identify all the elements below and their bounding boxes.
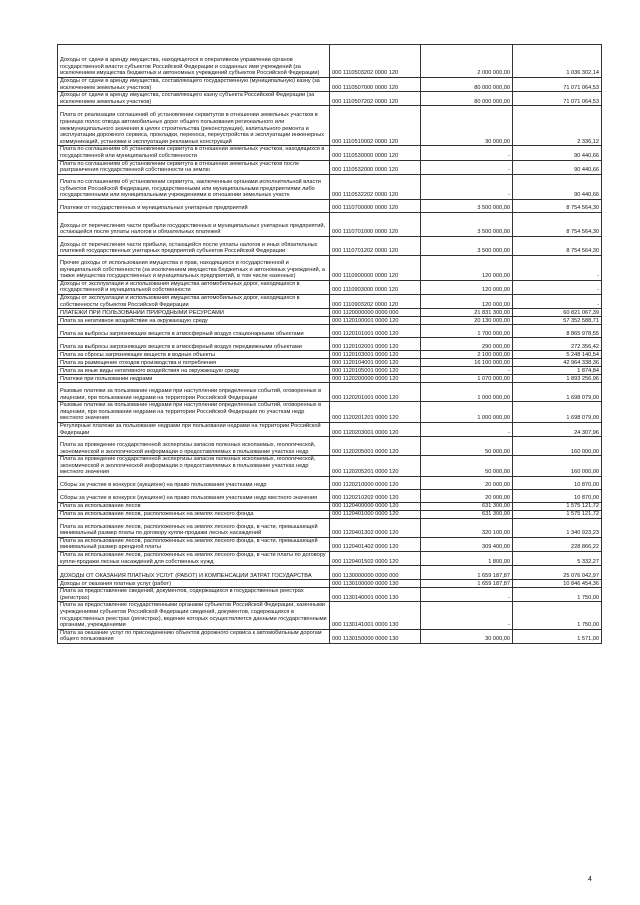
row-name: Регулярные платежи за пользование недрами при пользовании недрами на территории Российской Федерации xyxy=(58,422,330,436)
row-code: 000 1130150000 0000 130 xyxy=(330,629,421,643)
row-plan-amount: 2 100 000,00 xyxy=(421,351,513,359)
table-row xyxy=(58,106,602,146)
row-name: Плата от реализации соглашений об установлении сервитутов в отношении земельных участков в границах полос отвода автомобильных дорог общего пользования регионального или межмуниципального значения в целях строительства (реконструкции), капитального ремонта и эксплуатации дорожного сервиса, прокладки, переноса, переустройства и эксплуатации инженерных коммуникаций, установки и эксплуатации рекламных конструкций xyxy=(58,106,330,146)
table-row xyxy=(58,518,602,537)
table-row xyxy=(58,325,602,338)
row-fact-amount: 5 248 140,54 xyxy=(513,351,602,359)
row-name: Плата за использование лесов, расположенных на землях лесного фонда, в части, превышающей минимальный размер арендной платы xyxy=(58,537,330,551)
row-plan-amount: 3 500 000,00 xyxy=(421,236,513,255)
row-code: 000 1120210000 0000 120 xyxy=(330,476,421,489)
row-code: 000 1120401402 0000 120 xyxy=(330,537,421,551)
row-fact-amount: 1 874,84 xyxy=(513,367,602,375)
row-code: 000 1130000000 0000 000 xyxy=(330,566,421,580)
table-row xyxy=(58,437,602,456)
table-row xyxy=(58,502,602,510)
table-row xyxy=(58,255,602,280)
row-plan-amount: 631 300,00 xyxy=(421,502,513,510)
row-fact-amount: 228 866,22 xyxy=(513,537,602,551)
table-row xyxy=(58,236,602,255)
table-row xyxy=(58,45,602,78)
row-fact-amount: 1 750,00 xyxy=(513,588,602,602)
row-code: 000 1120105001 0000 120 xyxy=(330,367,421,375)
row-name: Платежи от государственных и муниципальных унитарных предприятий xyxy=(58,199,330,212)
row-plan-amount: 120 000,00 xyxy=(421,255,513,280)
row-code: 000 1110532000 0000 120 xyxy=(330,160,421,174)
row-plan-amount: 1 700 000,00 xyxy=(421,325,513,338)
row-name: Плата за негативное воздействие на окружающую среду xyxy=(58,317,330,325)
table-row xyxy=(58,78,602,92)
row-name: Разовые платежи за пользование недрами при наступлении определенных событий, оговоренных в лицензии, при пользовании недрами на территории Российской Федерации по участкам недр местного значения xyxy=(58,402,330,423)
row-name: Плата за предоставление государственными органами субъектов Российской Федерации, казенными учреждениями субъектов Российской Федерации сведений, документов, содержащихся в государственных реестрах (регистрах), ведение которых осуществляется данными государственными органами, учреждениями xyxy=(58,602,330,629)
row-name: Плата за сбросы загрязняющих веществ в водные объекты xyxy=(58,351,330,359)
row-name: Прочие доходы от использования имущества и прав, находящихся в государственной и муниципальной собственности (за исключением имущества бюджетных и автономных учреждений, а также имущества государственных и муниципальных предприятий, в том числе казенных) xyxy=(58,255,330,280)
revenue-table xyxy=(57,44,602,644)
row-name: Плата за проведение государственной экспертизы запасов полезных ископаемых, геологической, экономической и экологической информации о предоставляемых в пользование участках недр xyxy=(58,437,330,456)
row-code: 000 1120210202 0000 120 xyxy=(330,489,421,502)
table-row xyxy=(58,566,602,580)
row-name: Плата за предоставление сведений, документов, содержащихся в государственных реестрах (регистрах) xyxy=(58,588,330,602)
row-fact-amount: 90 440,66 xyxy=(513,174,602,199)
row-code: 000 1130100000 0000 130 xyxy=(330,580,421,588)
row-plan-amount: 309 400,00 xyxy=(421,537,513,551)
row-name: ДОХОДЫ ОТ ОКАЗАНИЯ ПЛАТНЫХ УСЛУГ (РАБОТ) И КОМПЕНСАЦИИ ЗАТРАТ ГОСУДАРСТВА xyxy=(58,566,330,580)
row-fact-amount: - xyxy=(513,255,602,280)
row-fact-amount: 1 575 121,72 xyxy=(513,510,602,518)
table-row xyxy=(58,309,602,317)
row-name: Доходы от сдачи в аренду имущества, составляющего казну субъекта Российской Федерации (за исключением земельных участков) xyxy=(58,92,330,106)
row-fact-amount: 10 870,00 xyxy=(513,476,602,489)
row-code: 000 1120101001 0000 120 xyxy=(330,325,421,338)
row-name: Плата за проведение государственной экспертизы запасов полезных ископаемых, геологической, экономической и экологической информации о предоставляемых в пользование участках недр местного значения xyxy=(58,456,330,477)
row-code: 000 1120200000 0000 120 xyxy=(330,375,421,383)
row-name: Разовые платежи за пользование недрами при наступлении определенных событий, оговоренных в лицензии, при пользовании недрами на территории Российской Федерации xyxy=(58,383,330,402)
row-code: 000 1120104001 0000 120 xyxy=(330,359,421,367)
row-fact-amount: 90 440,66 xyxy=(513,160,602,174)
row-code: 000 1110701202 0000 120 xyxy=(330,236,421,255)
table-row xyxy=(58,602,602,629)
table-row xyxy=(58,402,602,423)
table-row xyxy=(58,280,602,294)
row-fact-amount: 1 698 079,00 xyxy=(513,383,602,402)
row-name: Доходы от перечисления части прибыли государственных и муниципальных унитарных предприятий, остающейся после уплаты налогов и обязательных платежей xyxy=(58,212,330,236)
row-fact-amount: 10 846 454,36 xyxy=(513,580,602,588)
table-row xyxy=(58,629,602,643)
row-code: 000 1120103001 0000 120 xyxy=(330,351,421,359)
row-code: 000 1110903202 0000 120 xyxy=(330,294,421,308)
row-code: 000 1110700000 0000 120 xyxy=(330,199,421,212)
table-row xyxy=(58,476,602,489)
row-code: 000 1120205001 0000 120 xyxy=(330,437,421,456)
row-plan-amount: - xyxy=(421,146,513,160)
row-plan-amount: 1 000 000,00 xyxy=(421,402,513,423)
row-fact-amount: 1 340 923,23 xyxy=(513,518,602,537)
row-fact-amount: - xyxy=(513,280,602,294)
row-fact-amount: 2 336,12 xyxy=(513,106,602,146)
row-name: Доходы от сдачи в аренду имущества, составляющего государственную (муниципальную) казну (за исключением земельных участков) xyxy=(58,78,330,92)
row-name: Платежи при пользовании недрами xyxy=(58,375,330,383)
table-row xyxy=(58,588,602,602)
row-name: Доходы от сдачи в аренду имущества, находящегося в оперативном управлении органов государственной власти субъектов Российской Федерации и созданных ими учреждений (за исключением имущества бюджетных и автономных учреждений субъектов Российской Федерации) xyxy=(58,45,330,78)
row-name: Плата за использование лесов, расположенных на землях лесного фонда, в части платы по договору купли-продажи лесных насаждений для собственных нужд xyxy=(58,552,330,566)
row-name: Сборы за участие в конкурсе (аукционе) на право пользования участками недр местного значения xyxy=(58,489,330,502)
row-name: Доходы от перечисления части прибыли, остающейся после уплаты налогов и иных обязательных платежей государственных унитарных предприятий субъектов Российской Федерации xyxy=(58,236,330,255)
table-row xyxy=(58,174,602,199)
row-plan-amount: 20 130 000,00 xyxy=(421,317,513,325)
row-fact-amount: 8 754 564,30 xyxy=(513,199,602,212)
row-code: 000 1110507000 0000 120 xyxy=(330,78,421,92)
row-plan-amount: - xyxy=(421,160,513,174)
table-row xyxy=(58,537,602,551)
table-row xyxy=(58,160,602,174)
row-code: 000 1110701000 0000 120 xyxy=(330,212,421,236)
row-fact-amount: 1 750,00 xyxy=(513,602,602,629)
row-name: Плата за использование лесов xyxy=(58,502,330,510)
row-plan-amount: 2 000 000,00 xyxy=(421,45,513,78)
table-row xyxy=(58,375,602,383)
row-plan-amount: 120 000,00 xyxy=(421,280,513,294)
row-code: 000 1130141001 0000 130 xyxy=(330,602,421,629)
row-plan-amount: - xyxy=(421,174,513,199)
table-row xyxy=(58,580,602,588)
row-fact-amount: 1 893 256,96 xyxy=(513,375,602,383)
row-plan-amount: 3 500 000,00 xyxy=(421,212,513,236)
row-fact-amount: 90 440,66 xyxy=(513,146,602,160)
row-code: 000 1130140001 0000 130 xyxy=(330,588,421,602)
row-name: Плата за оказание услуг по присоединению объектов дорожного сервиса к автомобильным дорогам общего пользования xyxy=(58,629,330,643)
table-row xyxy=(58,199,602,212)
row-plan-amount: 80 000 000,00 xyxy=(421,78,513,92)
row-plan-amount: 30 000,00 xyxy=(421,106,513,146)
row-plan-amount: 16 100 000,00 xyxy=(421,359,513,367)
row-code: 000 1120401502 0000 120 xyxy=(330,552,421,566)
row-fact-amount: 272 356,42 xyxy=(513,338,602,351)
row-plan-amount: 320 100,00 xyxy=(421,518,513,537)
row-code: 000 1110510002 0000 120 xyxy=(330,106,421,146)
row-name: Доходы от эксплуатации и использования имущества автомобильных дорог, находящихся в государственной и муниципальной собственности xyxy=(58,280,330,294)
row-fact-amount: 57 352 588,71 xyxy=(513,317,602,325)
row-code: 000 1120102001 0000 120 xyxy=(330,338,421,351)
row-plan-amount: 50 000,00 xyxy=(421,456,513,477)
row-fact-amount: 8 865 978,55 xyxy=(513,325,602,338)
row-fact-amount: 160 000,00 xyxy=(513,456,602,477)
row-fact-amount: 42 964 338,36 xyxy=(513,359,602,367)
row-code: 000 1110503202 0000 120 xyxy=(330,45,421,78)
table-row xyxy=(58,456,602,477)
table-row xyxy=(58,294,602,308)
table-row xyxy=(58,212,602,236)
row-code: 000 1120201001 0000 120 xyxy=(330,383,421,402)
row-code: 000 1120401000 0000 120 xyxy=(330,510,421,518)
row-name: Плата по соглашениям об установлении сервитута в отношении земельных участков после разграничения государственной собственности на землю xyxy=(58,160,330,174)
row-plan-amount: 21 831 300,00 xyxy=(421,309,513,317)
table-row xyxy=(58,422,602,436)
row-name: Доходы от эксплуатации и использования имущества автомобильных дорог, находящихся в собственности субъектов Российской Федерации xyxy=(58,294,330,308)
row-name: Плата за выбросы загрязняющих веществ в атмосферный воздух стационарными объектами xyxy=(58,325,330,338)
row-fact-amount: 1 571,00 xyxy=(513,629,602,643)
row-fact-amount: 8 754 564,30 xyxy=(513,212,602,236)
row-fact-amount: 1 036 302,14 xyxy=(513,45,602,78)
row-name: Плата за использование лесов, расположенных на землях лесного фонда xyxy=(58,510,330,518)
table-row xyxy=(58,510,602,518)
row-fact-amount: 1 575 121,72 xyxy=(513,502,602,510)
row-plan-amount: 1 800,00 xyxy=(421,552,513,566)
row-code: 000 1110530000 0000 120 xyxy=(330,146,421,160)
row-fact-amount: 10 870,00 xyxy=(513,489,602,502)
table-row xyxy=(58,367,602,375)
table-row xyxy=(58,317,602,325)
row-plan-amount: 1 659 187,87 xyxy=(421,580,513,588)
row-name: ПЛАТЕЖИ ПРИ ПОЛЬЗОВАНИИ ПРИРОДНЫМИ РЕСУРСАМИ xyxy=(58,309,330,317)
row-code: 000 1120400000 0000 120 xyxy=(330,502,421,510)
revenue-table-body xyxy=(58,45,602,644)
table-row xyxy=(58,383,602,402)
row-fact-amount: 8 754 564,30 xyxy=(513,236,602,255)
row-fact-amount: 25 076 042,97 xyxy=(513,566,602,580)
row-code: 000 1110507202 0000 120 xyxy=(330,92,421,106)
row-code: 000 1120000000 0000 000 xyxy=(330,309,421,317)
row-plan-amount: - xyxy=(421,422,513,436)
row-plan-amount: 290 000,00 xyxy=(421,338,513,351)
row-name: Плата по соглашениям об установлении сервитута в отношении земельных участков, находящихся в государственной или муниципальной собственности xyxy=(58,146,330,160)
page-number: 4 xyxy=(588,876,592,883)
row-plan-amount: 1 659 187,87 xyxy=(421,566,513,580)
row-fact-amount: 5 332,27 xyxy=(513,552,602,566)
row-plan-amount: 1 070 000,00 xyxy=(421,375,513,383)
row-plan-amount: 20 000,00 xyxy=(421,476,513,489)
row-fact-amount: 71 071 064,53 xyxy=(513,92,602,106)
row-plan-amount: - xyxy=(421,367,513,375)
row-plan-amount: 120 000,00 xyxy=(421,294,513,308)
row-plan-amount: 631 300,00 xyxy=(421,510,513,518)
row-fact-amount: - xyxy=(513,294,602,308)
row-plan-amount: 30 000,00 xyxy=(421,629,513,643)
row-name: Плата за выбросы загрязняющих веществ в атмосферный воздух передвижными объектами xyxy=(58,338,330,351)
row-name: Плата за иные виды негативного воздействия на окружающую среду xyxy=(58,367,330,375)
row-plan-amount: 1 000 000,00 xyxy=(421,383,513,402)
row-code: 000 1110532202 0000 120 xyxy=(330,174,421,199)
row-fact-amount: 60 821 067,39 xyxy=(513,309,602,317)
table-row xyxy=(58,338,602,351)
row-fact-amount: 160 000,00 xyxy=(513,437,602,456)
row-fact-amount: 71 071 064,53 xyxy=(513,78,602,92)
row-name: Сборы за участие в конкурсе (аукционе) на право пользования участками недр xyxy=(58,476,330,489)
row-plan-amount: - xyxy=(421,588,513,602)
row-plan-amount: 3 500 000,00 xyxy=(421,199,513,212)
row-code: 000 1110900000 0000 120 xyxy=(330,255,421,280)
row-fact-amount: 1 698 079,00 xyxy=(513,402,602,423)
row-name: Плата за размещение отходов производства и потребления xyxy=(58,359,330,367)
table-row xyxy=(58,92,602,106)
table-row xyxy=(58,552,602,566)
row-code: 000 1110903000 0000 120 xyxy=(330,280,421,294)
table-row xyxy=(58,359,602,367)
row-name: Доходы от оказания платных услуг (работ) xyxy=(58,580,330,588)
row-plan-amount: 20 000,00 xyxy=(421,489,513,502)
row-code: 000 1120205201 0000 120 xyxy=(330,456,421,477)
table-row xyxy=(58,351,602,359)
table-row xyxy=(58,146,602,160)
row-code: 000 1120401302 0000 120 xyxy=(330,518,421,537)
table-row xyxy=(58,489,602,502)
row-code: 000 1120100001 0000 120 xyxy=(330,317,421,325)
row-name: Плата по соглашениям об установлении сервитута, заключенным органами исполнительной власти субъектов Российской Федерации, государственными или муниципальными предприятиями либо государственными или муниципальными учреждениями в отношении земельных участк xyxy=(58,174,330,199)
row-code: 000 1120201201 0000 120 xyxy=(330,402,421,423)
row-plan-amount: 50 000,00 xyxy=(421,437,513,456)
row-fact-amount: 24 307,96 xyxy=(513,422,602,436)
row-plan-amount: 80 000 000,00 xyxy=(421,92,513,106)
row-plan-amount: - xyxy=(421,602,513,629)
row-code: 000 1120203001 0000 120 xyxy=(330,422,421,436)
row-name: Плата за использование лесов, расположенных на землях лесного фонда, в части, превышающей минимальный размер платы по договору купли-продажи лесных насаждений xyxy=(58,518,330,537)
